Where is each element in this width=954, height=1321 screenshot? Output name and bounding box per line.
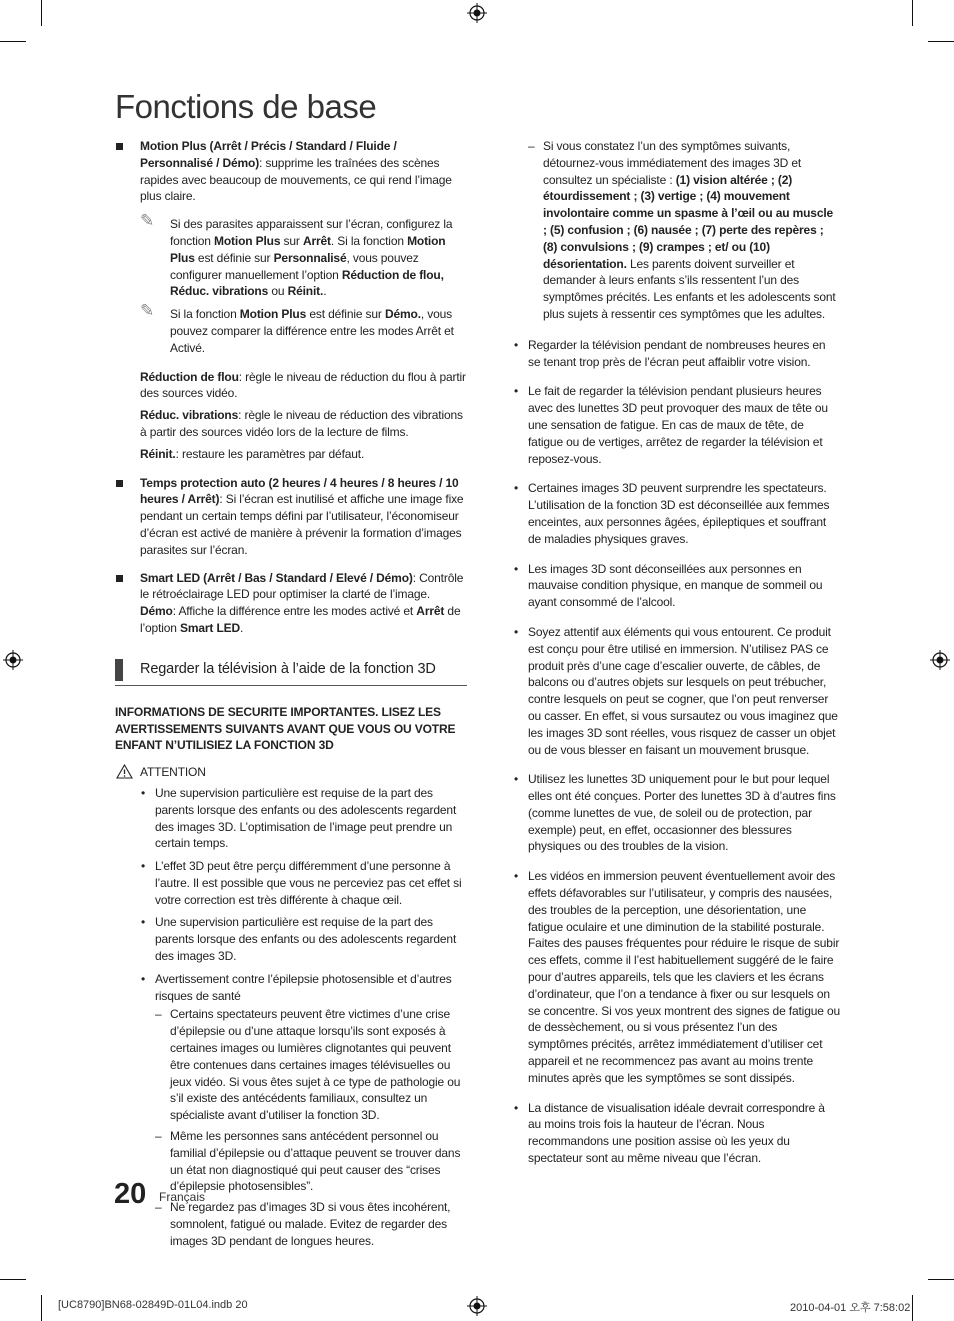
temps-protection-text: : Si l’écran est inutilisé et affiche une image fixe pendant un certain temps défini par l’utilisateur, l’économiseur d’écran est activé de manière à prévenir la formation d’images parasites sur l’écran. (140, 492, 464, 557)
bullet-icon: • (514, 869, 519, 884)
note-text: est définie sur (306, 307, 385, 322)
right-column (513, 138, 840, 1172)
sub-text: : règle le niveau de réduction des vibrations à partir des sources vidéo lors de la lecture de films. (140, 408, 463, 439)
note-bold: Motion Plus (214, 233, 281, 248)
sub-label: Réduc. vibrations (140, 408, 239, 423)
registration-mark-icon (3, 650, 23, 670)
print-file-info: [UC8790]BN68-02849D-01L04.indb 20 (58, 1299, 248, 1311)
motion-plus-label: Motion Plus (Arrêt / Précis / Standard / Fluide / Personnalisé / Démo) (140, 139, 397, 170)
crop-mark (0, 41, 26, 42)
list-item-text: Les vidéos en immersion peuvent éventuellement avoir des effets défavorables sur l’utilisateur, y compris des nausées, des troubles de la perception, une désorientation, une fatigue oculaire et une diminution de la stabilité posturale. Faites des pauses fréquentes pour réduire le risque de subir ces effets, comme il l’est habituellement suggéré de le faire pour d’autres appareils, tels que les claviers et les écrans d’ordinateur, que l’on a tendance à fixer ou sur lesquels on se concentre. Si vos yeux montrent des signes de fatigue ou de dessèchement, ou si vous présentez l’un des symptômes précités, arrêtez immédiatement d’utiliser cet appareil et ne recommencez pas avant au moins trente minutes après que les symptômes se sont dissipés. (528, 869, 841, 1085)
smart-led-text: : Affiche la différence entre les modes activé et (172, 604, 417, 619)
bullet-icon: • (141, 785, 146, 800)
section-title: Regarder la télévision à l’aide de la fonction 3D (140, 660, 436, 677)
bullet-icon: • (514, 772, 519, 787)
left-column (115, 138, 467, 1254)
list-item (513, 383, 840, 467)
note-text: , vous pouvez comparer la différence entre les modes Arrêt et Activé. (170, 307, 454, 355)
smart-led-bold: Smart LED (180, 620, 241, 635)
list-item-text: Utilisez les lunettes 3D uniquement pour le but pour lequel elles ont été conçues. Porter des lunettes 3D à d’autres fins (comme lunettes de vue, de soleil ou de protection, par exemple) peut, en effet, occasionner des blessures physiques ou des troubles de la vision. (528, 772, 836, 854)
note-text: est définie sur (194, 250, 274, 265)
bullet-icon: • (141, 859, 146, 874)
list-item-text: La distance de visualisation idéale devrait correspondre à au moins trois fois la hauteur de l’écran. Nous recommandons une position assise où les yeux du spectateur sont au même niveau que l’écran. (528, 1100, 825, 1166)
list-item (115, 785, 467, 852)
page-number: 20 (114, 1178, 147, 1210)
list-item (513, 624, 840, 758)
note-bold: Personnalisé (273, 250, 347, 265)
symptoms-list: (1) vision altérée ; (2) étourdissement ; (3) vertige ; (4) mouvement involontaire comme un spasme à l’œil ou au muscle ; (5) confusion ; (6) nausée ; (7) perte des repères ; (8) convulsions ; (9) crampes ; et/ ou (10) désorientation. (543, 172, 834, 271)
list-item (513, 561, 840, 611)
bullet-icon: • (514, 384, 519, 399)
sub-item (140, 446, 467, 463)
temps-protection-item (115, 475, 467, 559)
crop-mark (912, 1295, 913, 1321)
sub-item (140, 407, 467, 441)
note-text: sur (280, 233, 303, 248)
section-bar (115, 659, 123, 681)
bullet-icon: • (141, 915, 146, 930)
smart-led-bold: Arrêt (416, 604, 445, 619)
list-item-text: L’effet 3D peut être perçu différemment d’une personne à l’autre. Il est possible que vous ne perceviez pas cet effet si votre correction est très différente à chaque œil. (155, 859, 462, 907)
note-bold: Arrêt (302, 233, 331, 248)
smart-led-text: . (240, 620, 244, 635)
list-item-text: Les images 3D sont déconseillées aux personnes en mauvaise condition physique, en manque de sommeil ou ayant consommé de l’alcool. (528, 561, 823, 610)
sub-text: : restaure les paramètres par défaut. (175, 446, 365, 461)
note-text: , vous pouvez configurer manuellement l’option (170, 250, 419, 282)
sub-label: Réduction de flou (140, 369, 239, 384)
dash-item (115, 1128, 467, 1195)
list-item-text: Soyez attentif aux éléments qui vous entourent. Ce produit est conçu pour être utilisé en immersion. N’utilisez PAS ce produit près d’une cage d’escalier ouverte, de câbles, de balcons ou d’autres objets sur lesquels on peut trébucher, contre lesquels on peut se cogner, que l’on peut renverser ou casser. En effet, si vous sursautez ou vous imaginez que les images 3D sont réelles, vous risquez de casser un objet ou de vous blesser en faisant un mouvement brusque. (528, 624, 838, 757)
dash-item-text: Les parents doivent surveiller et demander à leurs enfants s’ils ressentent l’un des symptômes précités. Les enfants et les adolescents sont plus sujets à ressentir ces symptômes que les adultes. (543, 256, 836, 321)
registration-mark-icon (467, 1296, 487, 1316)
crop-mark (41, 1295, 42, 1321)
crop-mark (928, 41, 954, 42)
smart-led-text: : Contrôle le rétroéclairage LED pour optimiser la clarté de l’image. (140, 570, 464, 602)
list-item (115, 971, 467, 1005)
pencil-note-icon: ✎ (140, 211, 155, 231)
list-item (513, 1100, 840, 1167)
note-bold: Réinit. (287, 284, 324, 299)
sub-item (140, 369, 467, 403)
safety-warning-heading: INFORMATIONS DE SECURITE IMPORTANTES. LISEZ LES AVERTISSEMENTS SUIVANTS AVANT QUE VOUS OU VOTRE ENFANT N’UTILISIEZ LA FONCTION 3D (115, 704, 456, 753)
registration-mark-icon (930, 650, 950, 670)
note-motion-plus-config (140, 211, 467, 300)
dash-item-text: Certains spectateurs peuvent être victimes d’une crise d’épilepsie ou d’une attaque lorsqu’ils sont exposés à certaines images ou lumières clignotantes qui peuvent être contenues dans certaines images télévisuelles ou jeux vidéo. Si vous êtes sujet à ce type de pathologie ou s’il existe des antécédents familiaux, consultez un spécialiste avant d’utiliser la fonction 3D. (170, 1007, 461, 1123)
dash-item-text: Ne regardez pas d’images 3D si vous êtes incohérent, somnolent, fatigué ou malade. Evitez de regarder des images 3D pendant de longues heures. (170, 1200, 451, 1248)
warning-triangle-icon (116, 764, 133, 779)
bullet-icon: • (514, 561, 519, 576)
crop-mark (912, 0, 913, 26)
list-item-text: Regarder la télévision pendant de nombreuses heures en se tenant trop près de l’écran peut affaiblir votre vision. (528, 337, 826, 369)
list-item (513, 337, 840, 371)
note-text: Si des parasites apparaissent sur l’écran, configurez la fonction (170, 217, 453, 248)
list-item (513, 480, 840, 547)
smart-led-label: Smart LED (Arrêt / Bas / Standard / Elevé / Démo) (140, 570, 413, 585)
motion-plus-text: : supprime les traînées des scènes rapides avec beaucoup de mouvements, ce qui rend l’image plus claire. (140, 155, 452, 204)
dash-marker: – (155, 1007, 162, 1022)
bullet-icon: • (514, 481, 519, 496)
dash-item-text: Si vous constatez l’un des symptômes suivants, détournez-vous immédiatement des images 3D et consultez un spécialiste : (543, 139, 802, 187)
sub-text: : règle le niveau de réduction du flou à partir des sources vidéo. (140, 369, 466, 401)
attention-text: ATTENTION (140, 765, 206, 780)
dash-item (115, 1006, 467, 1124)
bullet-icon: • (514, 624, 519, 639)
list-item-text: Le fait de regarder la télévision pendant plusieurs heures avec des lunettes 3D peut provoquer des maux de tête ou une sensation de fatigue. En cas de maux de tête, de fatigue ou de vertiges, arrêtez de regarder la télévision et reposez-vous. (528, 384, 828, 466)
dash-item (513, 138, 840, 323)
page-title: Fonctions de base (115, 88, 377, 125)
attention-label (115, 764, 467, 781)
note-text: ou (268, 284, 288, 299)
note-bold: Motion Plus (170, 233, 446, 265)
note-text: . (323, 284, 327, 299)
bullet-icon: • (141, 971, 146, 986)
dash-marker: – (155, 1200, 162, 1215)
dash-marker: – (528, 139, 535, 153)
print-date-info: 2010-04-01 오후 7:58:02 (790, 1302, 911, 1314)
list-item-text: Certaines images 3D peuvent surprendre les spectateurs. L’utilisation de la fonction 3D est déconseillée aux femmes enceintes, aux personnes âgées, épileptiques et souffrant de maladies physiques graves. (528, 481, 830, 546)
list-item-text: Une supervision particulière est requise de la part des parents lorsque des enfants ou des adolescents regardent des images 3D. (155, 915, 457, 964)
crop-mark (0, 1279, 26, 1280)
list-item (115, 914, 467, 964)
pencil-note-icon: ✎ (140, 301, 155, 321)
crop-mark (41, 0, 42, 26)
note-text: Si la fonction (170, 307, 240, 322)
registration-mark-icon (467, 3, 487, 23)
motion-plus-item (115, 138, 467, 205)
note-bold: Motion Plus (239, 307, 307, 322)
section-heading (115, 659, 467, 686)
dash-item-text: Même les personnes sans antécédent personnel ou familial d’épilepsie ou d’attaque peuvent se trouver dans un état non diagnostiqué qui peut causer des “crises d’épilepsie photosensibles”. (170, 1129, 461, 1194)
list-item (513, 771, 840, 855)
smart-led-text: de l’option (140, 604, 461, 635)
page-language: Français (159, 1190, 206, 1204)
note-bold: Démo. (384, 307, 421, 322)
note-text: . Si la fonction (330, 233, 408, 248)
bullet-icon: • (514, 1100, 519, 1115)
note-motion-plus-demo (140, 301, 467, 356)
temps-protection-label: Temps protection auto (2 heures / 4 heures / 8 heures / 10 heures / Arrêt) (140, 475, 459, 507)
dash-item (115, 1199, 467, 1249)
list-item-text: Une supervision particulière est requise de la part des parents lorsque des enfants ou des adolescents regardent des images 3D. L’optimisation de l’image peut prendre un certain temps. (155, 785, 457, 851)
bullet-icon: • (514, 337, 519, 352)
list-item (115, 858, 467, 908)
crop-mark (928, 1279, 954, 1280)
list-item-text: Avertissement contre l’épilepsie photosensible et d’autres risques de santé (155, 971, 452, 1003)
note-bold: Réduction de flou, Réduc. vibrations (170, 267, 444, 299)
dash-marker: – (155, 1129, 162, 1144)
sub-label: Réinit. (140, 446, 176, 461)
smart-led-bold: Démo (140, 604, 173, 619)
smart-led-item (115, 570, 467, 637)
list-item (513, 868, 840, 1086)
